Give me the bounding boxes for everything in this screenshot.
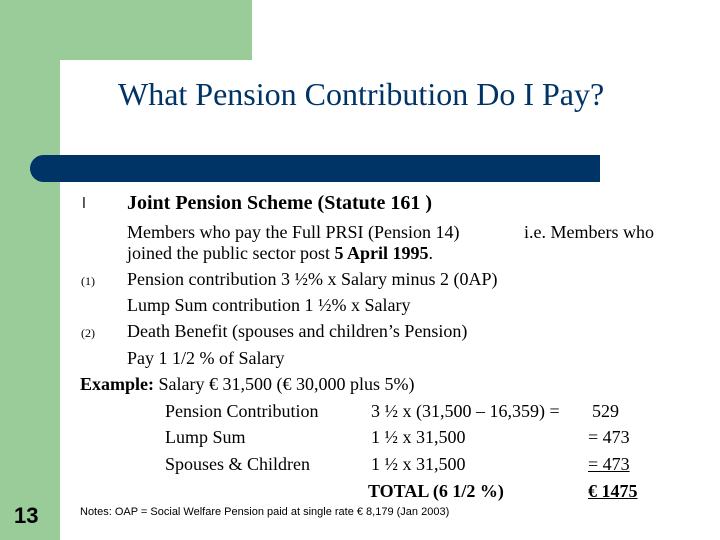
calc-row-formula: 1 ½ x 31,500 [371,454,466,474]
example-line [80,374,414,394]
intro-text-b: i.e. Members who [524,222,654,242]
item-line: Death Benefit (spouses and children’s Pension) [127,321,468,341]
intro-line-2 [127,243,433,263]
item-line: Pay 1 1/2 % of Salary [127,348,285,368]
calc-row-amount: 529 [592,401,619,421]
left-green-band [0,0,60,540]
item-number: (1) [81,274,95,288]
total-amount: € 1475 [588,481,638,501]
calc-row-name: Spouses & Children [165,454,311,474]
example-label: Example: [80,374,154,394]
slide-number: 13 [14,503,39,528]
calc-row-name: Lump Sum [165,427,246,447]
calc-row-formula: 1 ½ x 31,500 [371,427,466,447]
total-label: TOTAL (6 1/2 %) [368,481,504,501]
calc-row-name: Pension Contribution [165,401,319,421]
intro-period: . [428,243,433,263]
example-text: Salary € 31,500 (€ 30,000 plus 5%) [154,374,415,394]
item-line: Lump Sum contribution 1 ½% x Salary [127,295,411,315]
intro-date: 5 April 1995 [334,243,429,263]
item-number: (2) [81,326,95,340]
rounded-corner-decoration [60,60,120,120]
item-line: Pension contribution 3 ½% x Salary minus 2 (0AP) [127,269,498,289]
bullet-icon: l [82,196,86,212]
calc-row-formula: 3 ½ x (31,500 – 16,359) = [371,401,560,421]
footnote: Notes: OAP = Social Welfare Pension paid at single rate € 8,179 (Jan 2003) [80,506,450,518]
top-green-block [0,0,252,60]
intro-text-a: Members who pay the Full PRSI (Pension 14) [127,222,460,242]
intro-text-c: joined the public sector post [127,243,335,263]
section-heading: Joint Pension Scheme (Statute 161 ) [127,192,432,214]
calc-row-amount: = 473 [588,454,630,474]
slide-title: What Pension Contribution Do I Pay? [118,76,605,112]
intro-line-1 [127,222,654,242]
calc-row-amount: = 473 [588,427,630,447]
title-underline-bar [30,155,600,182]
